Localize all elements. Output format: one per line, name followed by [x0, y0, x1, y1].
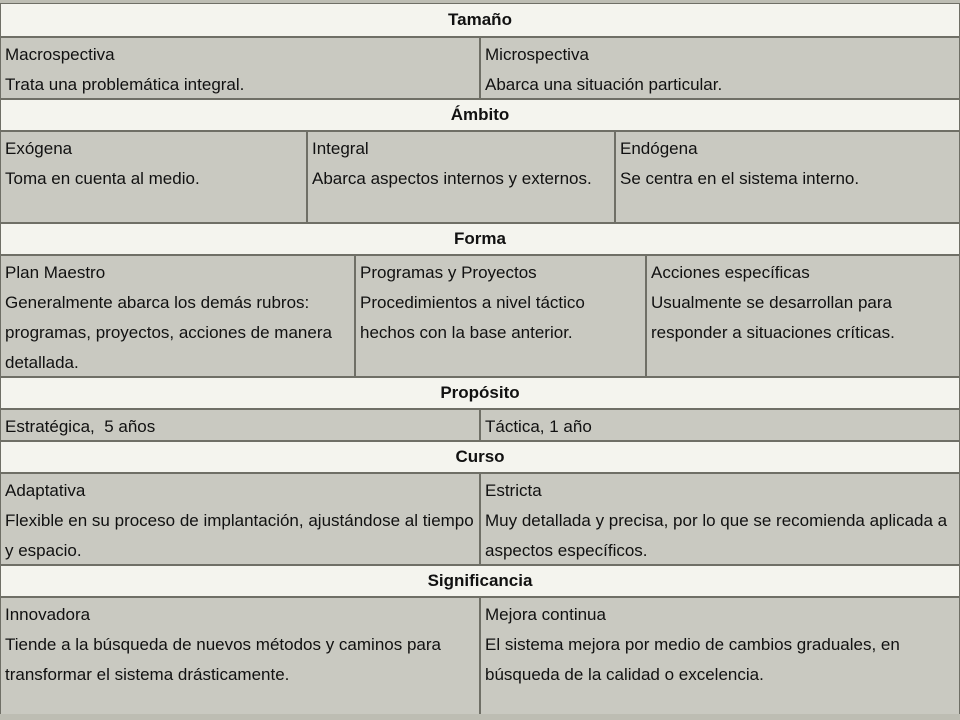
cell-description: Abarca aspectos internos y externos. — [312, 169, 592, 188]
cell-acciones-especificas — [646, 255, 960, 377]
header-tamano — [0, 3, 960, 37]
cell-estrategica — [0, 409, 480, 441]
header-significancia — [0, 565, 960, 597]
row-ambito — [0, 131, 960, 223]
header-significancia-label: Significancia — [427, 571, 533, 590]
row-proposito — [0, 409, 960, 441]
cell-description: Generalmente abarca los demás rubros: programas, proyectos, acciones de manera detallada. — [5, 293, 332, 372]
cell-title: Estricta — [485, 481, 542, 500]
cell-innovadora — [0, 597, 480, 717]
header-curso-label: Curso — [455, 447, 505, 466]
cell-description: Trata una problemática integral. — [5, 75, 245, 94]
cell-integral — [307, 131, 615, 223]
cell-title: Adaptativa — [5, 481, 86, 500]
cell-description: Usualmente se desarrollan para responder a situaciones críticas. — [651, 293, 895, 342]
cell-microspectiva — [480, 37, 960, 99]
header-ambito — [0, 99, 960, 131]
cell-title: Táctica, 1 año — [485, 417, 592, 436]
header-proposito — [0, 377, 960, 409]
cell-title: Innovadora — [5, 605, 91, 624]
cell-title: Microspectiva — [485, 45, 589, 64]
cell-title: Plan Maestro — [5, 263, 106, 282]
cell-mejora-continua — [480, 597, 960, 717]
cell-description: Procedimientos a nivel táctico hechos con la base anterior. — [360, 293, 585, 342]
cell-title: Exógena — [5, 139, 73, 158]
cell-plan-maestro — [0, 255, 355, 377]
cell-title: Mejora continua — [485, 605, 606, 624]
cell-tactica — [480, 409, 960, 441]
header-forma-label: Forma — [454, 229, 506, 248]
cell-title: Acciones específicas — [651, 263, 810, 282]
cell-exogena — [0, 131, 307, 223]
row-tamano — [0, 37, 960, 99]
cell-title: Estratégica, 5 años — [5, 417, 156, 436]
cell-macrospectiva — [0, 37, 480, 99]
cell-title: Macrospectiva — [5, 45, 115, 64]
header-curso — [0, 441, 960, 473]
cell-description: El sistema mejora por medio de cambios graduales, en búsqueda de la calidad o excelencia. — [485, 635, 900, 684]
bottom-edge — [0, 714, 960, 720]
cell-adaptativa — [0, 473, 480, 565]
row-forma — [0, 255, 960, 377]
cell-description: Toma en cuenta al medio. — [5, 169, 200, 188]
cell-programas-proyectos — [355, 255, 646, 377]
cell-description: Abarca una situación particular. — [485, 75, 723, 94]
header-forma — [0, 223, 960, 255]
cell-description: Muy detallada y precisa, por lo que se recomienda aplicada a aspectos específicos. — [485, 511, 948, 560]
cell-title: Endógena — [620, 139, 698, 158]
cell-description: Tiende a la búsqueda de nuevos métodos y caminos para transformar el sistema drásticamente. — [5, 635, 441, 684]
row-curso — [0, 473, 960, 565]
cell-title: Integral — [312, 139, 369, 158]
header-tamano-label: Tamaño — [448, 10, 512, 29]
row-significancia — [0, 597, 960, 717]
header-proposito-label: Propósito — [440, 383, 520, 402]
header-ambito-label: Ámbito — [450, 105, 510, 124]
cell-estricta — [480, 473, 960, 565]
cell-endogena — [615, 131, 960, 223]
cell-description: Se centra en el sistema interno. — [620, 169, 860, 188]
cell-description: Flexible en su proceso de implantación, ajustándose al tiempo y espacio. — [5, 511, 474, 560]
cell-title: Programas y Proyectos — [360, 263, 537, 282]
